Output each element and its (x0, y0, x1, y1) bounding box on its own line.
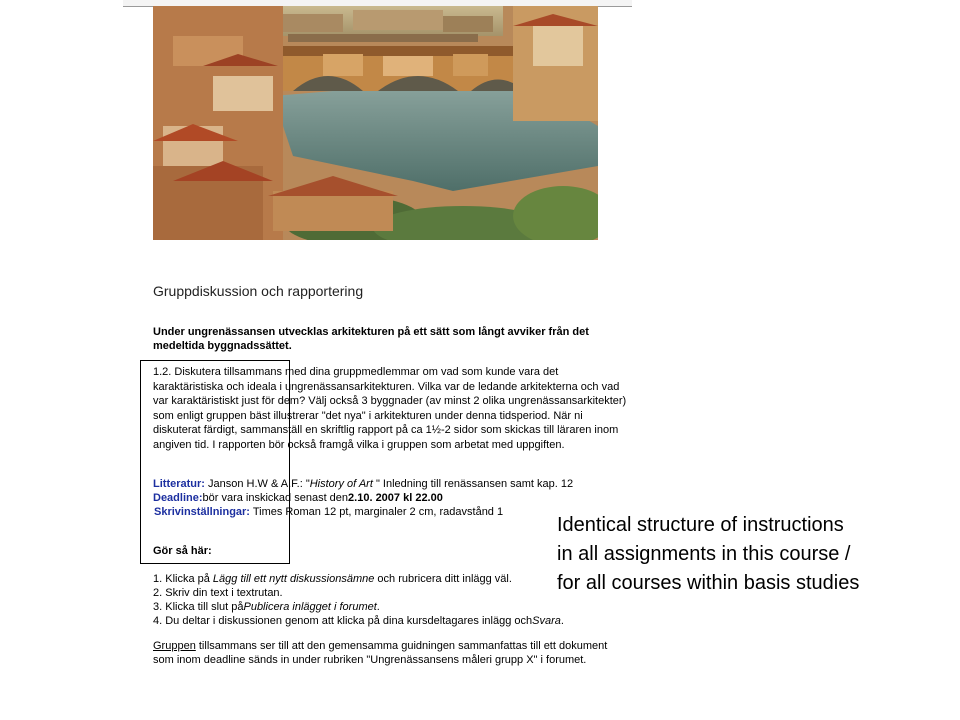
step-action: Lägg till ett nytt diskussionsämne (212, 573, 375, 585)
group-link[interactable]: Gruppen (153, 640, 196, 652)
river-bridge-photo (153, 6, 598, 240)
annotation-line: for all courses within basis studies (557, 572, 860, 594)
step-text: 4. Du deltar i diskussionen genom att klicka på dina kursdeltagares inlägg och (153, 615, 533, 627)
step-text: . (376, 601, 380, 613)
step-text: 1. Klicka på (153, 573, 213, 585)
list-item (153, 600, 564, 614)
settings-text: Times Roman 12 pt, marginaler 2 cm, radavstånd 1 (249, 506, 504, 518)
step-text: 2. Skriv din text i textrutan. (153, 587, 283, 599)
list-item (153, 586, 564, 600)
steps-title: Gör så här: (153, 545, 212, 557)
step-action: Publicera inlägget i forumet (243, 601, 377, 613)
deadline-date: 2.10. 2007 kl 22.00 (348, 492, 443, 504)
list-item (153, 614, 564, 628)
literature-authors: Janson H.W & A.F.: " (204, 478, 310, 490)
summary-body: tillsammans ser till att den gemensamma guidningen sammanfattas till ett dokument som inom deadline sänds in under rubriken "Ungrenässansens måleri grupp X" i forumet. (153, 640, 608, 666)
annotation-line: Identical structure of instructions (557, 514, 844, 536)
settings-label: Skrivinställningar: (154, 506, 250, 518)
intro-text: Under ungrenässansen utvecklas arkitekturen på ett sätt som långt avviker från det medeltida byggnadssättet. (153, 326, 589, 352)
step-text: och rubricera ditt inlägg väl. (374, 573, 512, 585)
step-text: . (560, 615, 564, 627)
summary-text (153, 639, 628, 667)
literature-title: History of Art (309, 478, 373, 490)
list-item (153, 572, 564, 586)
page-title: Gruppdiskussion och rapportering (153, 283, 364, 299)
annotation-line: in all assignments in this course / (557, 543, 851, 565)
step-text: 3. Klicka till slut på (153, 601, 244, 613)
literature-label: Litteratur: (153, 478, 205, 490)
step-action: Svara (532, 615, 561, 627)
highlight-frame (140, 360, 290, 564)
assignment-text: 1.2. Diskutera tillsammans med dina gruppmedlemmar om vad som kunde vara det karaktäristiska och ideala i ungrenässansarkitekturen. Vilka var de ledande arkitekterna och vad var karaktäristiskt just för dem? Välj också 3 byggnader (av minst 2 olika ungrenässansarkitekter) som enligt gruppen bäst illustrerar "det nya" i arkitekturen under denna tidsperiod. När ni diskuterat färdigt, sammanställ en skriftlig rapport på ca 1½-2 sidor som skickas till läraren inom angiven tid. I rapporten bör också framgå vilka i gruppen som arbetat med uppgiften. (153, 366, 627, 451)
deadline-label: Deadline: (153, 492, 203, 504)
literature-chapters: " Inledning till renässansen samt kap. 12 (372, 478, 574, 490)
steps-list (153, 572, 564, 628)
annotation-callout (557, 511, 859, 598)
deadline-text: bör vara inskickad senast den (202, 492, 349, 504)
